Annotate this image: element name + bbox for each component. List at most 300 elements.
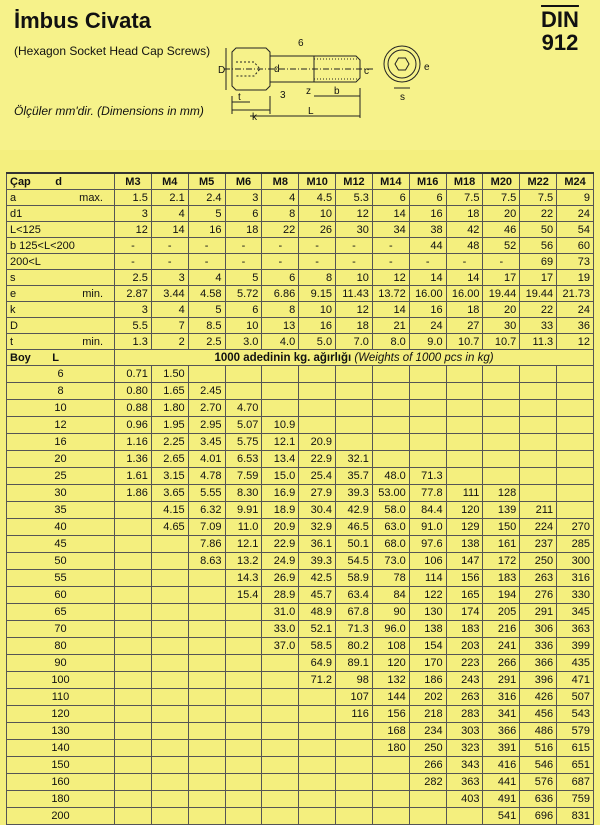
weight-cell <box>262 366 299 383</box>
weight-cell <box>115 723 152 740</box>
weight-cell <box>115 740 152 757</box>
weight-cell <box>446 451 483 468</box>
weight-cell <box>115 621 152 638</box>
weight-cell: 122 <box>409 587 446 604</box>
length-header-symbol: L <box>52 351 59 364</box>
dimension-cell: - <box>262 238 299 254</box>
weight-cell <box>115 757 152 774</box>
row-label <box>7 206 115 222</box>
dimension-cell: 13 <box>262 318 299 334</box>
weight-cell: 0.88 <box>115 400 152 417</box>
length-value: 110 <box>7 689 115 706</box>
weight-cell: 183 <box>446 621 483 638</box>
weight-cell <box>446 383 483 400</box>
dimension-cell: 17 <box>520 270 557 286</box>
weight-cell <box>188 740 225 757</box>
weight-cell: 156 <box>446 570 483 587</box>
dimension-cell: 12 <box>372 270 409 286</box>
diameter-header <box>7 173 115 190</box>
weight-cell <box>372 417 409 434</box>
weight-cell: 63.0 <box>372 519 409 536</box>
weight-cell: 64.9 <box>299 655 336 672</box>
weight-row <box>7 621 594 638</box>
weight-cell: 8.30 <box>225 485 262 502</box>
weight-cell: 120 <box>446 502 483 519</box>
weight-cell: 491 <box>483 791 520 808</box>
header-panel <box>0 0 600 150</box>
weight-cell: 14.3 <box>225 570 262 587</box>
dimension-cell: 5.3 <box>336 190 373 206</box>
weight-cell: 108 <box>372 638 409 655</box>
weight-cell <box>151 689 188 706</box>
weight-cell: 399 <box>557 638 594 655</box>
weight-cell <box>151 621 188 638</box>
weight-cell: 48.0 <box>372 468 409 485</box>
weight-cell <box>372 791 409 808</box>
row-label <box>7 254 115 270</box>
weight-cell: 24.9 <box>262 553 299 570</box>
weight-cell <box>225 723 262 740</box>
length-value: 180 <box>7 791 115 808</box>
dimension-cell: 8 <box>299 270 336 286</box>
dimension-row <box>7 302 594 318</box>
weight-cell <box>262 791 299 808</box>
weight-cell: 180 <box>372 740 409 757</box>
weight-cell: 363 <box>446 774 483 791</box>
weight-cell: 27.9 <box>299 485 336 502</box>
weight-cell <box>557 451 594 468</box>
dimension-cell: - <box>372 254 409 270</box>
weight-cell: 4.70 <box>225 400 262 417</box>
weight-cell <box>409 791 446 808</box>
weight-cell: 46.5 <box>336 519 373 536</box>
weight-cell: 68.0 <box>372 536 409 553</box>
row-label-text: D <box>10 319 18 332</box>
weight-row <box>7 485 594 502</box>
weight-cell: 42.5 <box>299 570 336 587</box>
weight-cell: 42.9 <box>336 502 373 519</box>
weight-cell <box>372 383 409 400</box>
weight-cell: 330 <box>557 587 594 604</box>
weight-cell: 7.59 <box>225 468 262 485</box>
weight-cell <box>262 383 299 400</box>
weight-cell <box>483 400 520 417</box>
dimension-cell: 19.44 <box>520 286 557 302</box>
weight-cell: 1.86 <box>115 485 152 502</box>
size-header: M4 <box>151 173 188 190</box>
size-header-row <box>7 173 594 190</box>
dimension-cell: 7.5 <box>520 190 557 206</box>
weight-cell <box>336 400 373 417</box>
weight-row <box>7 774 594 791</box>
row-label-text: d1 <box>10 207 23 220</box>
dimension-cell: 2.5 <box>188 334 225 350</box>
weight-cell: 396 <box>520 672 557 689</box>
weight-cell: 216 <box>483 621 520 638</box>
weight-cell <box>409 434 446 451</box>
weight-cell <box>115 689 152 706</box>
weight-row <box>7 468 594 485</box>
weight-cell: 5.75 <box>225 434 262 451</box>
weight-cell <box>372 808 409 825</box>
dimension-cell: - <box>225 254 262 270</box>
weight-cell: 12.1 <box>262 434 299 451</box>
weight-cell: 303 <box>446 723 483 740</box>
dimension-cell: 4.0 <box>262 334 299 350</box>
weight-cell: 687 <box>557 774 594 791</box>
weight-cell <box>151 706 188 723</box>
weight-cell: 2.65 <box>151 451 188 468</box>
dimension-cell: 4 <box>188 270 225 286</box>
dimension-cell: 18 <box>336 318 373 334</box>
weight-cell <box>483 383 520 400</box>
weight-cell <box>262 655 299 672</box>
weight-cell <box>299 791 336 808</box>
weight-cell: 28.9 <box>262 587 299 604</box>
weight-cell <box>151 570 188 587</box>
din-label: $\overline{DIN}$ <box>541 7 579 32</box>
weight-cell: 0.71 <box>115 366 152 383</box>
weight-caption-section <box>7 350 594 366</box>
weight-cell: 128 <box>483 485 520 502</box>
weight-cell: 84.4 <box>409 502 446 519</box>
weight-row <box>7 638 594 655</box>
weight-cell: 291 <box>483 672 520 689</box>
weight-cell <box>151 553 188 570</box>
row-label-text: 200<L <box>10 255 41 268</box>
weight-row <box>7 791 594 808</box>
weight-cell <box>115 553 152 570</box>
weight-cell: 3.15 <box>151 468 188 485</box>
weight-cell <box>299 740 336 757</box>
dimension-cell: - <box>115 254 152 270</box>
dimension-cell: 11.43 <box>336 286 373 302</box>
weight-cell <box>557 502 594 519</box>
dimension-cell: 34 <box>372 222 409 238</box>
weight-cell <box>188 621 225 638</box>
weight-cell <box>225 604 262 621</box>
weight-cell: 13.2 <box>225 553 262 570</box>
weight-cell <box>188 791 225 808</box>
weight-cell: 263 <box>446 689 483 706</box>
weight-cell: 6.32 <box>188 502 225 519</box>
weight-cell <box>225 791 262 808</box>
weight-cell: 15.4 <box>225 587 262 604</box>
length-value: 50 <box>7 553 115 570</box>
dimension-cell: 14 <box>409 270 446 286</box>
length-value: 40 <box>7 519 115 536</box>
weight-cell <box>115 536 152 553</box>
weight-cell: 63.4 <box>336 587 373 604</box>
dimension-cell: 12 <box>115 222 152 238</box>
weight-cell <box>299 808 336 825</box>
weight-cell <box>262 723 299 740</box>
weight-cell: 0.96 <box>115 417 152 434</box>
dimension-cell: 6 <box>372 190 409 206</box>
weight-cell <box>557 400 594 417</box>
dimension-cell: 10 <box>299 302 336 318</box>
weight-cell <box>225 383 262 400</box>
weight-cell <box>188 604 225 621</box>
weight-row <box>7 417 594 434</box>
dimension-cell: 1.3 <box>115 334 152 350</box>
weight-cell: 33.0 <box>262 621 299 638</box>
weight-cell <box>188 672 225 689</box>
size-header: M10 <box>299 173 336 190</box>
weight-cell: 283 <box>446 706 483 723</box>
weight-cell: 366 <box>520 655 557 672</box>
weight-cell <box>409 383 446 400</box>
weight-cell: 22.9 <box>299 451 336 468</box>
weight-cell: 165 <box>446 587 483 604</box>
dimension-cell: 33 <box>520 318 557 334</box>
dimension-cell: 5.72 <box>225 286 262 302</box>
dimension-cell: - <box>151 238 188 254</box>
weight-row <box>7 451 594 468</box>
dimension-row <box>7 254 594 270</box>
dimension-cell: 36 <box>557 318 594 334</box>
weight-cell: 223 <box>446 655 483 672</box>
weight-cell: 2.25 <box>151 434 188 451</box>
dimension-cell: 14 <box>372 206 409 222</box>
weight-row <box>7 808 594 825</box>
weight-cell: 336 <box>520 638 557 655</box>
weight-cell <box>336 723 373 740</box>
label-c: c <box>364 66 369 77</box>
label-3: 3 <box>280 90 286 101</box>
length-value: 8 <box>7 383 115 400</box>
weight-cell <box>262 740 299 757</box>
weight-cell: 282 <box>409 774 446 791</box>
length-value: 12 <box>7 417 115 434</box>
size-header: M16 <box>409 173 446 190</box>
weight-cell <box>557 468 594 485</box>
weight-cell: 84 <box>372 587 409 604</box>
weight-cell: 97.6 <box>409 536 446 553</box>
dimension-cell: 50 <box>520 222 557 238</box>
dimension-cell: 4 <box>151 206 188 222</box>
weight-cell: 132 <box>372 672 409 689</box>
weight-cell <box>372 451 409 468</box>
weight-cell: 30.4 <box>299 502 336 519</box>
label-b: b <box>334 86 340 97</box>
weight-cell <box>262 706 299 723</box>
row-label-text: s <box>10 271 16 284</box>
weight-cell <box>299 417 336 434</box>
weight-cell: 651 <box>557 757 594 774</box>
weight-cell: 5.07 <box>225 417 262 434</box>
row-label <box>7 302 115 318</box>
weight-cell: 35.7 <box>336 468 373 485</box>
weight-cell <box>446 808 483 825</box>
length-value: 70 <box>7 621 115 638</box>
dimension-cell: 4.58 <box>188 286 225 302</box>
dimension-cell: 69 <box>520 254 557 270</box>
dimension-cell: 8 <box>262 206 299 222</box>
weight-cell <box>188 570 225 587</box>
size-header: M12 <box>336 173 373 190</box>
weight-cell <box>336 740 373 757</box>
weight-cell <box>225 672 262 689</box>
dimension-cell: - <box>446 254 483 270</box>
dimension-cell: 27 <box>446 318 483 334</box>
weight-cell: 3.45 <box>188 434 225 451</box>
length-value: 150 <box>7 757 115 774</box>
weight-cell <box>115 502 152 519</box>
weight-cell: 139 <box>483 502 520 519</box>
dimension-cell: 10 <box>299 206 336 222</box>
size-header: M5 <box>188 173 225 190</box>
weight-cell: 20.9 <box>299 434 336 451</box>
length-value: 200 <box>7 808 115 825</box>
weight-cell <box>225 757 262 774</box>
size-header: M8 <box>262 173 299 190</box>
weight-cell <box>336 417 373 434</box>
weight-cell <box>483 434 520 451</box>
weight-row <box>7 434 594 451</box>
dimension-cell: 14 <box>372 302 409 318</box>
weight-cell <box>225 366 262 383</box>
weight-cell <box>188 587 225 604</box>
weight-cell: 546 <box>520 757 557 774</box>
dimension-cell: 8.5 <box>188 318 225 334</box>
dimension-cell: 19.44 <box>483 286 520 302</box>
dimension-cell: 44 <box>409 238 446 254</box>
dimension-row <box>7 318 594 334</box>
weight-row <box>7 383 594 400</box>
row-label <box>7 334 115 350</box>
dimension-cell: 22 <box>520 302 557 318</box>
weight-cell <box>151 604 188 621</box>
length-value: 6 <box>7 366 115 383</box>
weight-cell: 114 <box>409 570 446 587</box>
weight-row <box>7 723 594 740</box>
row-label <box>7 238 115 254</box>
weight-cell: 218 <box>409 706 446 723</box>
weight-cell <box>409 366 446 383</box>
weight-cell <box>299 723 336 740</box>
weight-cell: 11.0 <box>225 519 262 536</box>
row-label-qualifier: min. <box>82 287 103 300</box>
weight-cell: 205 <box>483 604 520 621</box>
weight-cell <box>483 451 520 468</box>
weight-row <box>7 519 594 536</box>
dimension-cell: 6 <box>409 190 446 206</box>
dimension-cell: 30 <box>336 222 373 238</box>
weight-cell <box>188 808 225 825</box>
weight-cell: 12.1 <box>225 536 262 553</box>
label-k: k <box>252 112 257 120</box>
dimension-cell: - <box>188 238 225 254</box>
weight-cell <box>188 757 225 774</box>
weight-cell: 67.8 <box>336 604 373 621</box>
dimension-cell: - <box>372 238 409 254</box>
weight-cell: 0.80 <box>115 383 152 400</box>
weight-cell: 48.9 <box>299 604 336 621</box>
dimension-cell: 42 <box>446 222 483 238</box>
diameter-header-symbol: d <box>55 175 62 188</box>
weight-cell: 54.5 <box>336 553 373 570</box>
spec-table <box>6 172 594 825</box>
weight-cell: 144 <box>372 689 409 706</box>
row-label <box>7 286 115 302</box>
weight-row <box>7 706 594 723</box>
weight-cell: 170 <box>409 655 446 672</box>
weight-cell: 4.15 <box>151 502 188 519</box>
weight-cell <box>520 366 557 383</box>
weight-cell <box>151 740 188 757</box>
weight-cell: 78 <box>372 570 409 587</box>
weight-row <box>7 570 594 587</box>
dimension-cell: 24 <box>409 318 446 334</box>
weight-cell: 3.65 <box>151 485 188 502</box>
weight-cell <box>409 400 446 417</box>
weight-cell: 543 <box>557 706 594 723</box>
weight-cell <box>336 434 373 451</box>
weight-cell: 250 <box>520 553 557 570</box>
length-value: 55 <box>7 570 115 587</box>
weight-cell <box>115 587 152 604</box>
dimension-row <box>7 206 594 222</box>
weight-row <box>7 604 594 621</box>
weight-cell <box>336 366 373 383</box>
weight-cell <box>262 774 299 791</box>
weight-cell <box>299 400 336 417</box>
weight-cell: 20.9 <box>262 519 299 536</box>
weight-cell: 2.95 <box>188 417 225 434</box>
weight-cell <box>336 791 373 808</box>
dimension-cell: 9.0 <box>409 334 446 350</box>
weight-cell: 435 <box>557 655 594 672</box>
length-value: 10 <box>7 400 115 417</box>
weight-cell <box>557 417 594 434</box>
weight-cell <box>483 417 520 434</box>
dimension-cell: 20 <box>483 302 520 318</box>
weight-cell: 58.9 <box>336 570 373 587</box>
weight-cell: 211 <box>520 502 557 519</box>
weight-cell <box>299 774 336 791</box>
dimension-cell: 3.0 <box>225 334 262 350</box>
weight-cell: 486 <box>520 723 557 740</box>
dimension-cell: - <box>188 254 225 270</box>
weight-cell <box>299 689 336 706</box>
weight-cell <box>520 417 557 434</box>
weight-cell: 345 <box>557 604 594 621</box>
weight-cell: 1.80 <box>151 400 188 417</box>
weight-cell <box>188 689 225 706</box>
dimension-cell: 19 <box>557 270 594 286</box>
length-value: 20 <box>7 451 115 468</box>
weight-cell: 516 <box>520 740 557 757</box>
weight-cell <box>115 791 152 808</box>
row-label <box>7 190 115 206</box>
weight-row <box>7 740 594 757</box>
weight-row <box>7 536 594 553</box>
weight-cell <box>188 723 225 740</box>
dimension-cell: 16.00 <box>409 286 446 302</box>
weight-cell: 39.3 <box>299 553 336 570</box>
weight-cell <box>409 451 446 468</box>
weight-cell <box>446 400 483 417</box>
weight-cell: 759 <box>557 791 594 808</box>
weight-cell <box>225 706 262 723</box>
length-value: 25 <box>7 468 115 485</box>
weight-cell: 58.0 <box>372 502 409 519</box>
weight-cell <box>115 774 152 791</box>
label-L: L <box>308 106 314 117</box>
weight-cell <box>188 774 225 791</box>
dimension-row <box>7 270 594 286</box>
